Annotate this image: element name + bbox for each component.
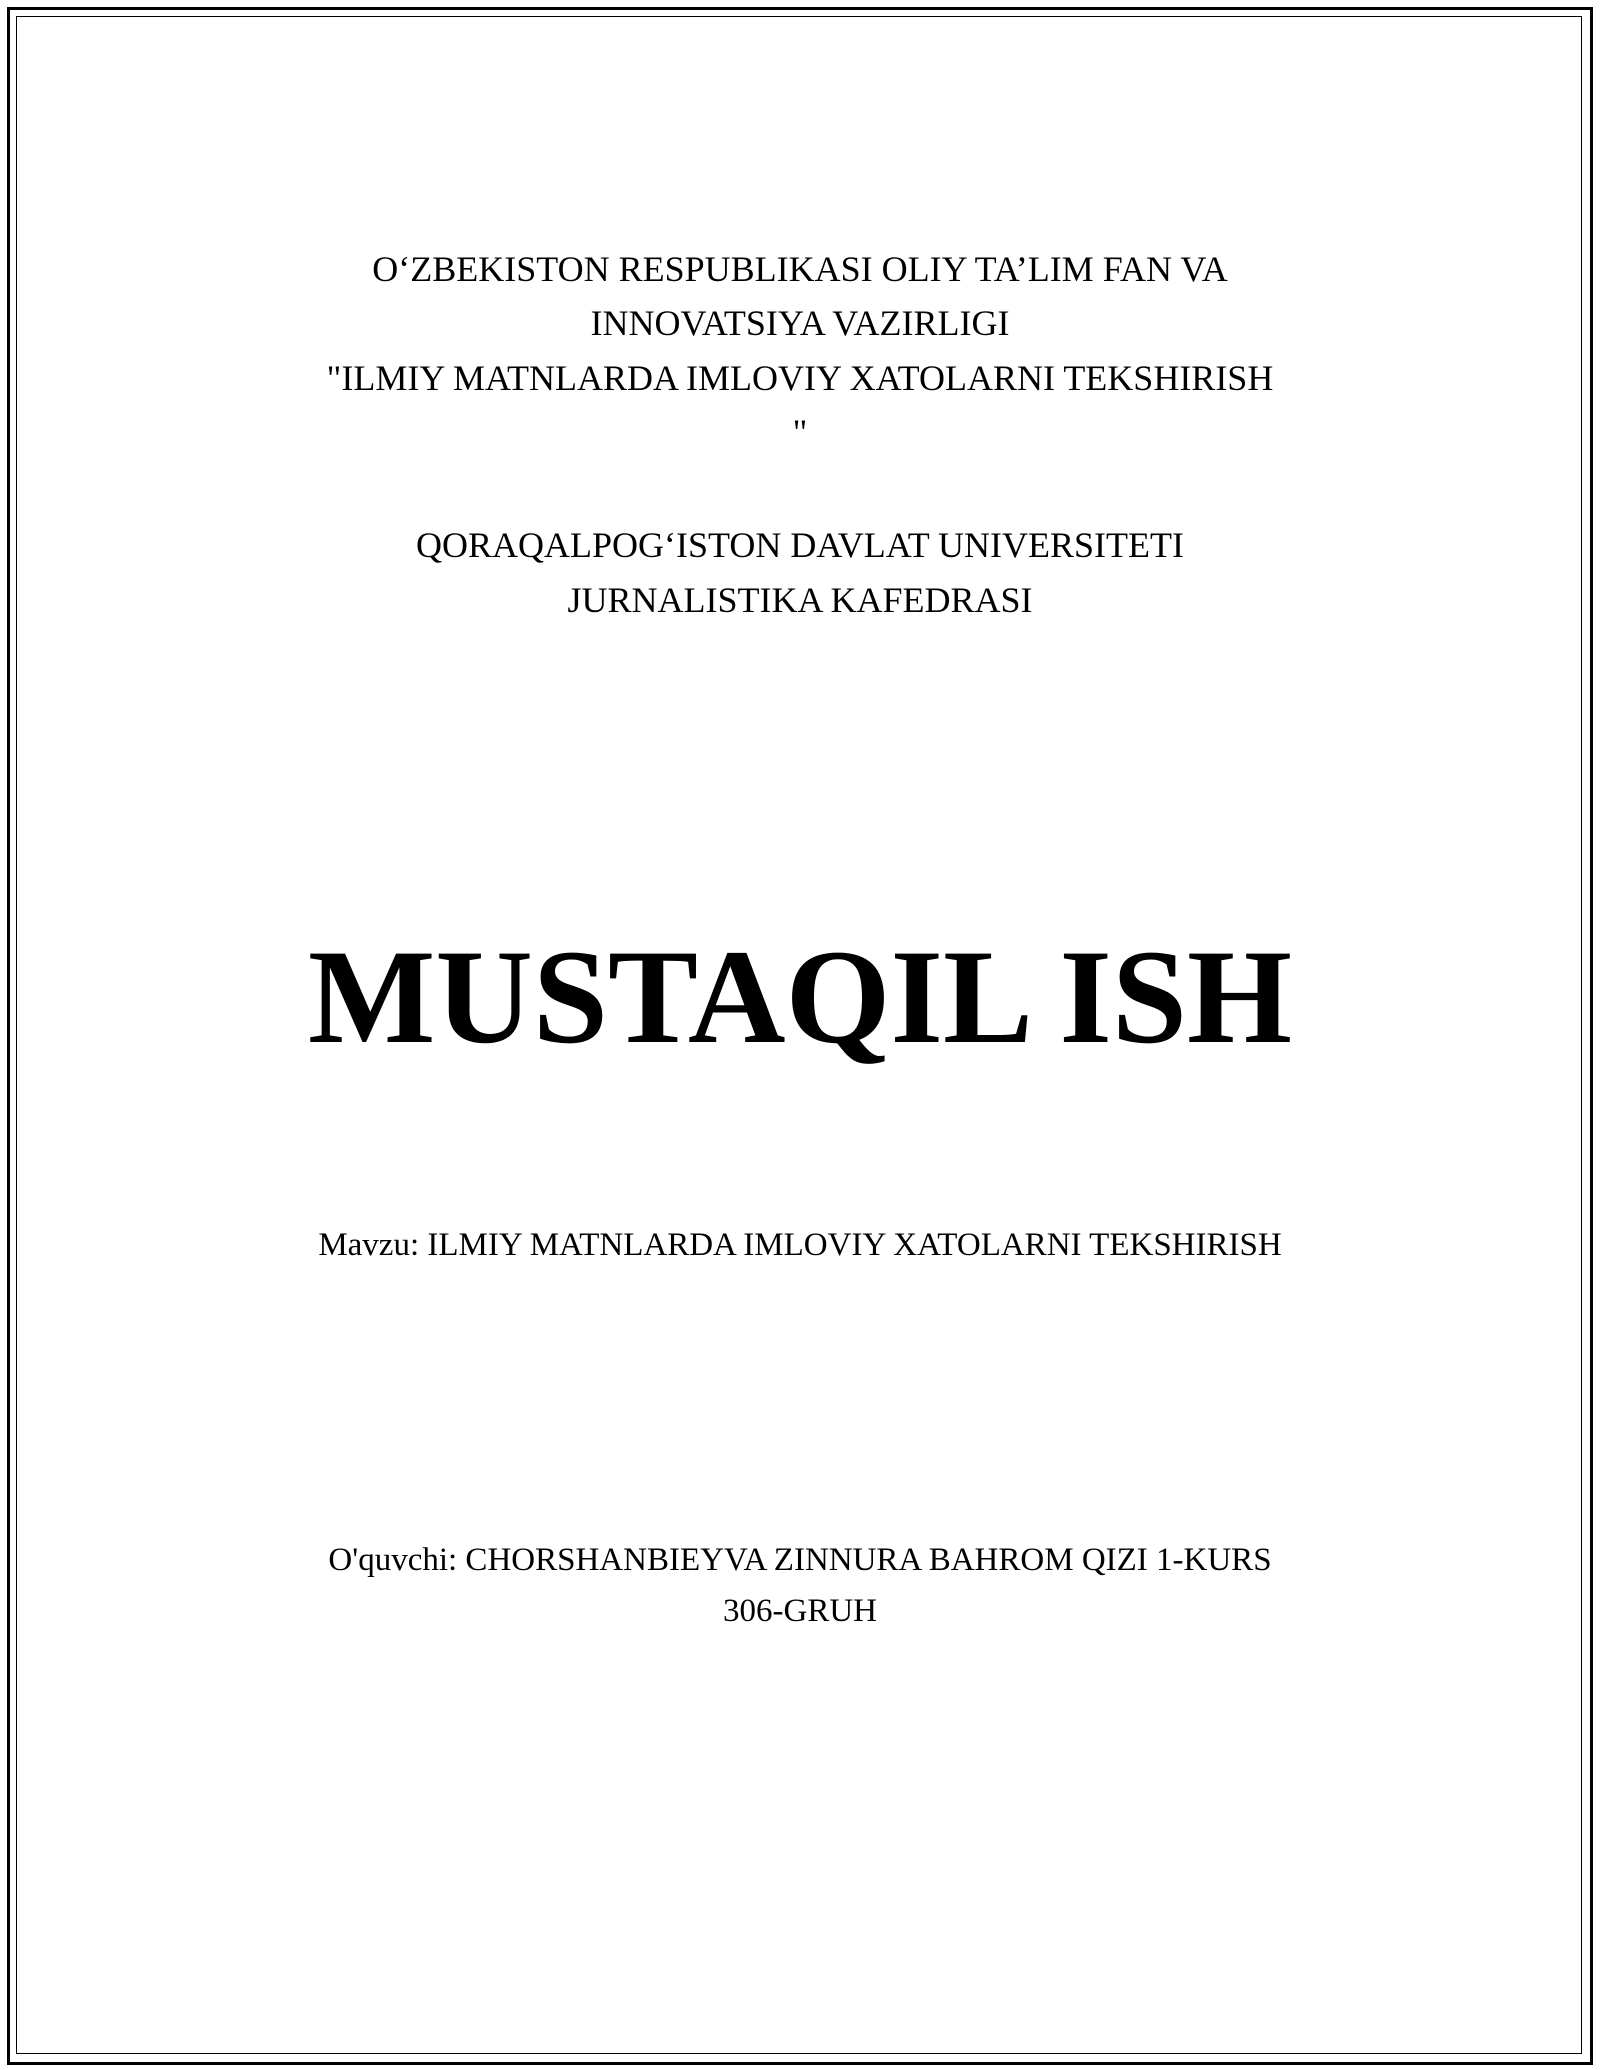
university-name: QORAQALPOG‘ISTON DAVLAT UNIVERSITETI (416, 525, 1184, 565)
subject-line: Mavzu: ILMIY MATNLARDA IMLOVIY XATOLARNI TEKSHIRISH (318, 1227, 1282, 1263)
ministry-line-1: O‘ZBEKISTON RESPUBLIKASI OLIY TA’LIM FAN VA (372, 249, 1228, 289)
student-line-2: 306-GRUH (723, 1593, 877, 1629)
topic-line-2: " (792, 412, 808, 452)
student-line-1: O'quvchi: CHORSHANBIEYVA ZINNURA BAHROM QIZI 1-KURS (328, 1542, 1272, 1578)
topic-line-1: "ILMIY MATNLARDA IMLOVIY XATOLARNI TEKSHIRISH (326, 358, 1274, 398)
page-title: MUSTAQIL ISH (307, 923, 1293, 1072)
department-name: JURNALISTIKA KAFEDRASI (567, 580, 1033, 620)
ministry-line-2: INNOVATSIYA VAZIRLIGI (590, 303, 1010, 343)
